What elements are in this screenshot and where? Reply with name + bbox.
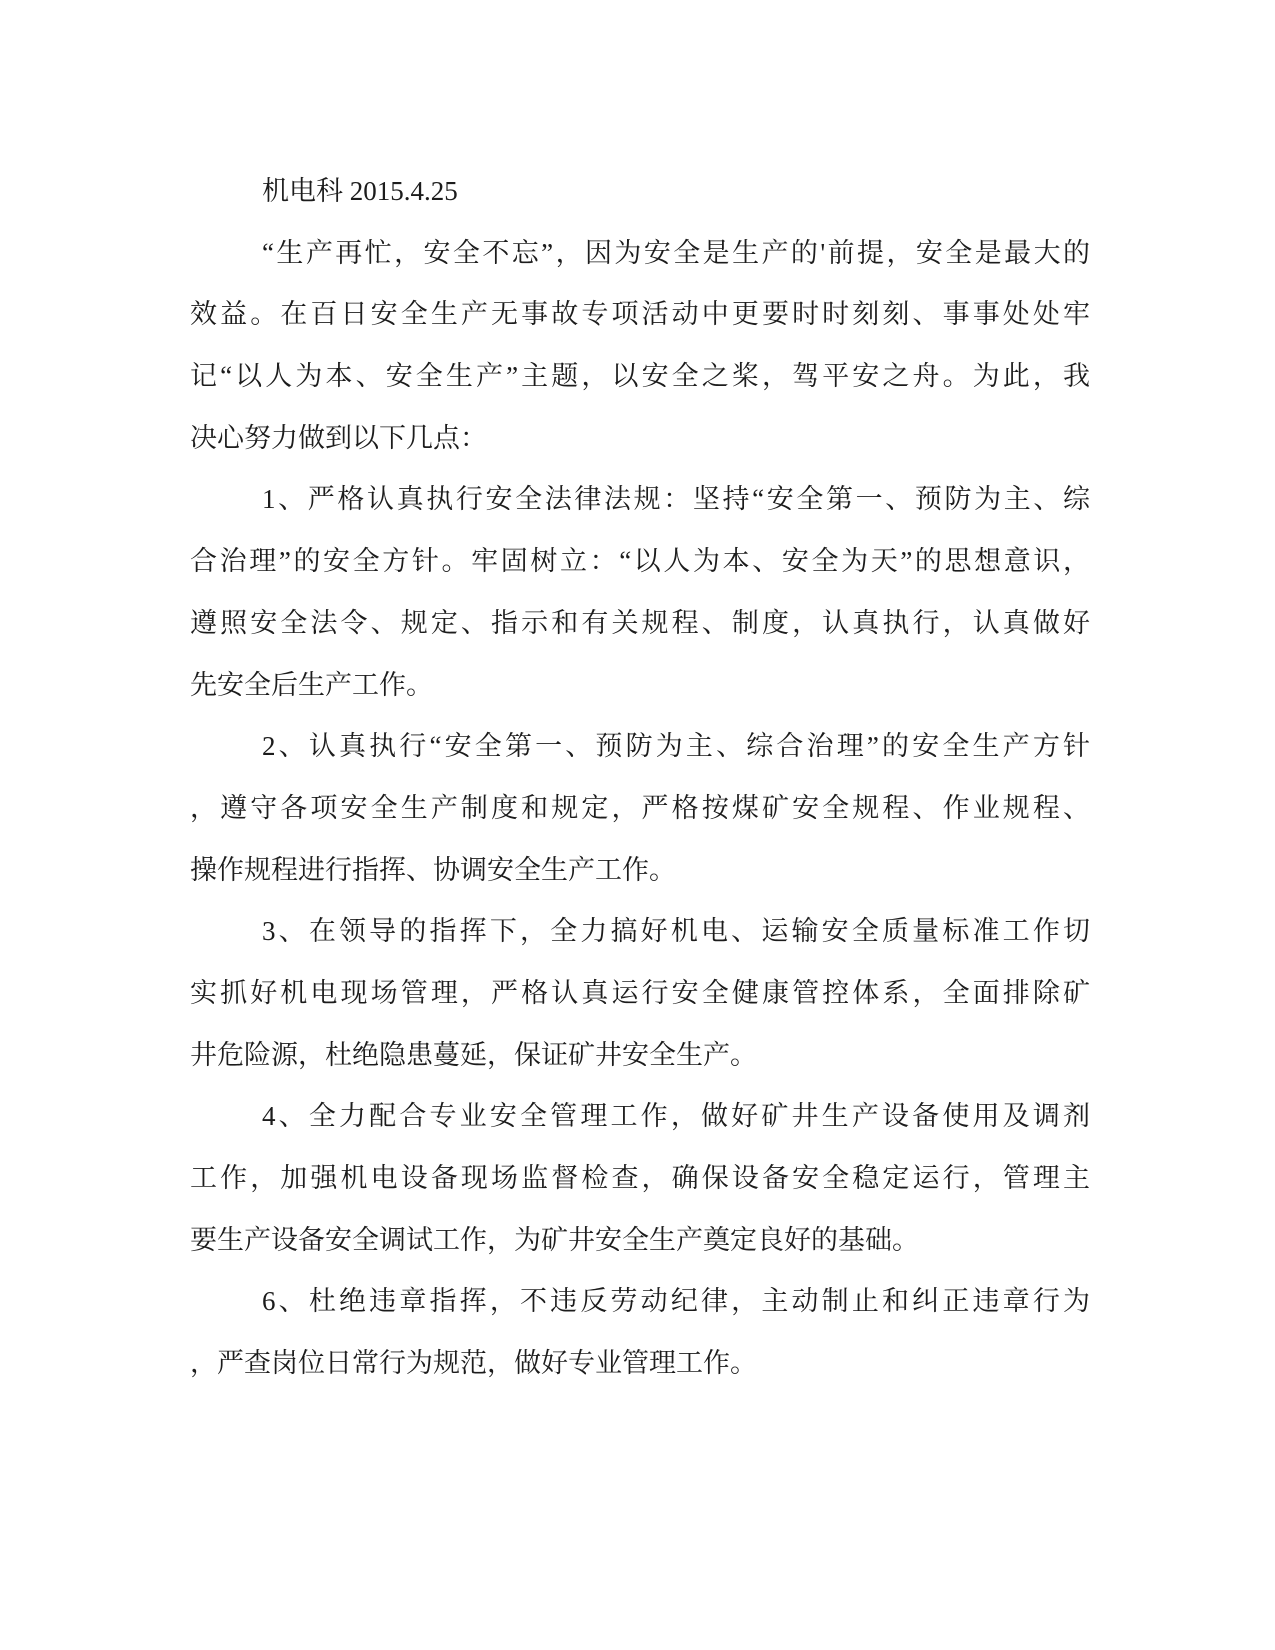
text-line: 效益。在百日安全生产无事故专项活动中更要时时刻刻、事事处处牢 [190, 299, 1090, 330]
text-line: 实抓好机电现场管理，严格认真运行安全健康管控体系，全面排除矿 [190, 977, 1090, 1008]
document-body [190, 161, 1090, 1395]
text-line: “生产再忙，安全不忘”，因为安全是生产的'前提，安全是最大的 [262, 237, 1090, 268]
text-line: 4、全力配合专业安全管理工作，做好矿井生产设备使用及调剂 [262, 1101, 1090, 1132]
text-line: 合治理”的安全方针。牢固树立：“以人为本、安全为天”的思想意识， [190, 546, 1090, 577]
text-line: 要生产设备安全调试工作，为矿井安全生产奠定良好的基础。 [190, 1224, 919, 1255]
text-line: ，严查岗位日常行为规范，做好专业管理工作。 [190, 1348, 757, 1379]
text-line: 先安全后生产工作。 [190, 669, 433, 700]
text-line: 3、在领导的指挥下，全力搞好机电、运输安全质量标准工作切 [262, 916, 1090, 947]
text-line: 2、认真执行“安全第一、预防为主、综合治理”的安全生产方针 [262, 731, 1090, 762]
text-line: 操作规程进行指挥、协调安全生产工作。 [190, 854, 676, 885]
text-line: ，遵守各项安全生产制度和规定，严格按煤矿安全规程、作业规程、 [190, 792, 1090, 823]
text-line: 机电科 2015.4.25 [262, 176, 458, 206]
text-line: 记“以人为本、安全生产”主题，以安全之桨，驾平安之舟。为此，我 [190, 361, 1090, 392]
text-line: 遵照安全法令、规定、指示和有关规程、制度，认真执行，认真做好 [190, 607, 1090, 638]
text-line: 1、严格认真执行安全法律法规：坚持“安全第一、预防为主、综 [262, 484, 1090, 515]
text-line: 工作，加强机电设备现场监督检查，确保设备安全稳定运行，管理主 [190, 1163, 1090, 1193]
text-line: 6、杜绝违章指挥，不违反劳动纪律，主动制止和纠正违章行为 [262, 1286, 1090, 1317]
text-line: 井危险源，杜绝隐患蔓延，保证矿井安全生产。 [190, 1039, 757, 1070]
text-line: 决心努力做到以下几点： [190, 422, 487, 453]
